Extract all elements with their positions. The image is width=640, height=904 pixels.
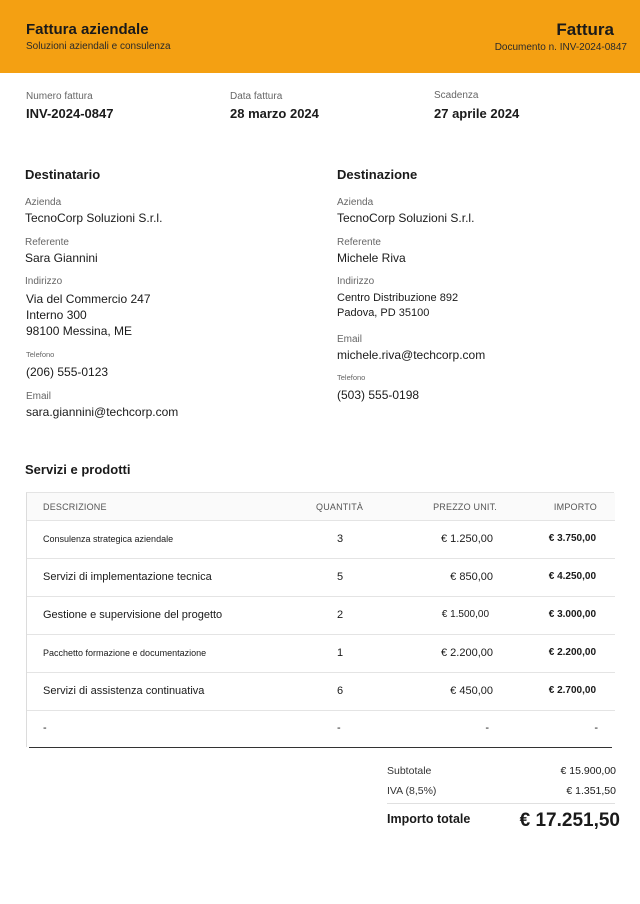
table-row [27,673,615,711]
row-amount: € 3.000,00 [548,609,596,620]
items-section-title: Servizi e prodotti [25,462,131,477]
recipient-contact-label: Referente [25,237,69,248]
invoice-header [0,0,640,73]
subtotal-label: Subtotale [387,765,432,777]
document-number: Documento n. INV-2024-0847 [494,42,627,53]
column-header-description: DESCRIZIONE [43,502,107,512]
row-amount: - [594,722,598,734]
invoice-number-label: Numero fattura [26,91,93,102]
due-date: 27 aprile 2024 [434,106,520,121]
destination-contact: Michele Riva [337,251,406,265]
destination-email[interactable]: michele.riva@techcorp.com [337,348,486,362]
recipient-address-line1: Via del Commercio 247 [26,292,151,306]
document-title: Fattura [556,20,614,39]
row-description: Servizi di implementazione tecnica [43,571,212,583]
destination-company: TecnoCorp Soluzioni S.r.l. [337,211,475,225]
row-description: Servizi di assistenza continuativa [43,685,205,697]
destination-address-label: Indirizzo [337,276,375,287]
row-quantity: 1 [337,647,344,659]
row-unit-price: € 1.500,00 [441,609,489,620]
recipient-phone: (206) 555-0123 [26,365,109,379]
destination-address-line2: Padova, PD 35100 [337,307,430,319]
recipient-address-label: Indirizzo [25,276,63,287]
recipient-email[interactable]: sara.giannini@techcorp.com [26,405,179,419]
column-header-amount: IMPORTO [553,502,597,512]
total-label: Importo totale [387,812,471,826]
destination-email-label: Email [337,334,363,345]
recipient-title: Destinatario [25,167,101,182]
recipient-contact: Sara Giannini [25,251,98,265]
vat-label: IVA (8,5%) [387,785,437,797]
table-row [27,597,615,635]
row-unit-price: € 2.200,00 [441,647,493,659]
row-unit-price: € 1.250,00 [441,533,493,545]
table-row [27,635,615,673]
recipient-phone-label: Telefono [26,350,55,359]
column-header-quantity: QUANTITÀ [316,502,364,512]
row-unit-price: € 850,00 [450,571,493,583]
items-table [26,492,614,747]
vat-value: € 1.351,50 [566,785,616,797]
row-quantity: 5 [337,571,344,583]
table-row [27,559,615,597]
row-amount: € 2.200,00 [548,647,596,658]
subtotal-value: € 15.900,00 [560,765,616,777]
row-description: Consulenza strategica aziendale [43,534,174,544]
destination-phone-label: Telefono [337,373,366,382]
row-amount: € 4.250,00 [548,571,596,582]
destination-phone: (503) 555-0198 [337,388,420,402]
row-unit-price: - [485,722,489,734]
company-name: Fattura aziendale [26,21,149,38]
invoice-date-label: Data fattura [230,91,283,102]
recipient-address-line3: 98100 Messina, ME [26,324,133,338]
recipient-address-line2: Interno 300 [26,308,87,322]
row-amount: € 3.750,00 [548,533,596,544]
destination-address-line1: Centro Distribuzione 892 [337,292,459,304]
row-quantity: 2 [337,609,344,621]
recipient-company-label: Azienda [25,197,62,208]
destination-company-label: Azienda [337,197,374,208]
row-unit-price: € 450,00 [450,685,493,697]
invoice-number: INV-2024-0847 [26,106,114,121]
destination-contact-label: Referente [337,237,381,248]
totals-divider [387,803,615,804]
destination-title: Destinazione [337,167,418,182]
row-quantity: - [337,722,341,734]
invoice-date: 28 marzo 2024 [230,106,319,121]
company-tagline: Soluzioni aziendali e consulenza [26,41,171,52]
row-amount: € 2.700,00 [548,685,596,696]
table-row [29,710,612,748]
row-quantity: 6 [337,685,344,697]
recipient-company: TecnoCorp Soluzioni S.r.l. [25,211,163,225]
due-date-label: Scadenza [434,90,479,101]
row-quantity: 3 [337,533,344,545]
recipient-email-label: Email [26,391,52,402]
column-header-unit-price: PREZZO UNIT. [433,502,497,512]
total-value: € 17.251,50 [519,810,620,831]
table-row [27,521,615,559]
row-description: Gestione e supervisione del progetto [43,609,223,621]
row-description: - [43,722,47,734]
table-header [27,493,615,521]
row-description: Pacchetto formazione e documentazione [43,648,207,658]
